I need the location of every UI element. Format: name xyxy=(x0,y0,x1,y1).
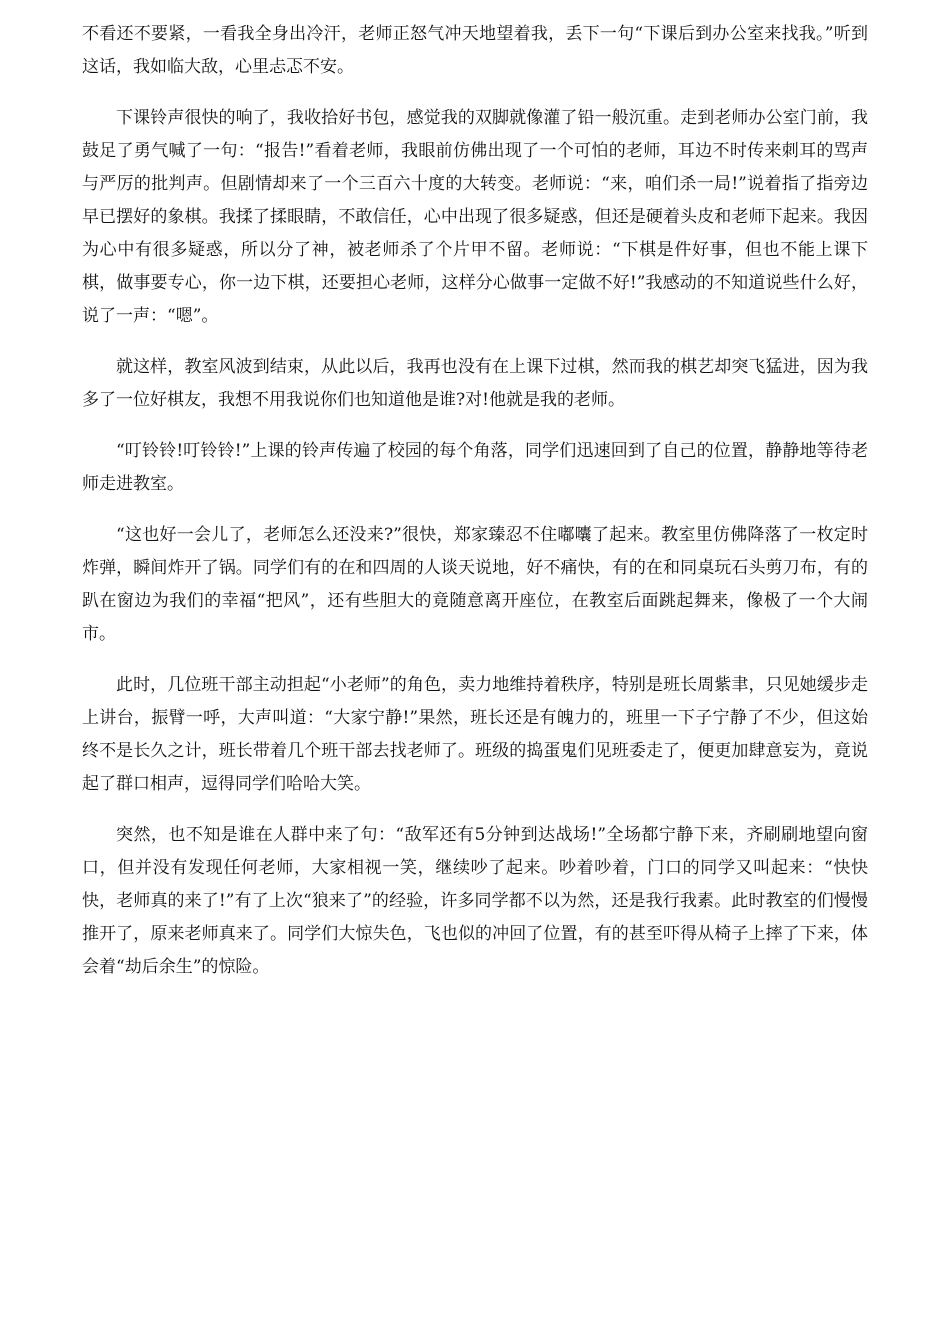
paragraph-4: “叮铃铃!叮铃铃!”上课的铃声传遍了校园的每个角落，同学们迅速回到了自己的位置，静静地等待老师走进教室。 xyxy=(82,441,868,494)
document-page xyxy=(82,18,868,1002)
paragraph-7: 突然，也不知是谁在人群中来了句：“敌军还有5分钟到达战场!”全场都宁静下来，齐刷刷地望向窗口，但并没有发现任何老师，大家相视一笑，继续吵了起来。吵着吵着，门口的同学又叫起来：“快快快，老师真的来了!”有了上次“狼来了”的经验，许多同学都不以为然，还是我行我素。此时教室的们慢慢推开了，原来老师真来了。同学们大惊失色，飞也似的冲回了位置，有的甚至吓得从椅子上摔了下来，体会着“劫后余生”的惊险。 xyxy=(82,825,868,977)
paragraph-6: 此时，几位班干部主动担起“小老师”的角色，卖力地维持着秩序，特别是班长周紫聿，只见她缓步走上讲台，振臂一呼，大声叫道：“大家宁静!”果然，班长还是有魄力的，班里一下子宁静了不少，但这始终不是长久之计，班长带着几个班干部去找老师了。班级的捣蛋鬼们见班委走了，便更加肆意妄为，竟说起了群口相声，逗得同学们哈哈大笑。 xyxy=(82,675,868,794)
paragraph-1: 不看还不要紧，一看我全身出冷汗，老师正怒气冲天地望着我，丢下一句“下课后到办公室来找我。”听到这话，我如临大敌，心里忐忑不安。 xyxy=(82,24,868,77)
paragraph-5: “这也好一会儿了，老师怎么还没来?”很快，郑家臻忍不住嘟囔了起来。教室里仿佛降落了一枚定时炸弹，瞬间炸开了锅。同学们有的在和四周的人谈天说地，好不痛快，有的在和同桌玩石头剪刀布，有的趴在窗边为我们的幸福“把风”，还有些胆大的竟随意离开座位，在教室后面跳起舞来，像极了一个大闹市。 xyxy=(82,525,868,644)
paragraph-2: 下课铃声很快的响了，我收拾好书包，感觉我的双脚就像灌了铅一般沉重。走到老师办公室门前，我鼓足了勇气喊了一句：“报告!”看着老师，我眼前仿佛出现了一个可怕的老师，耳边不时传来刺耳的骂声与严厉的批判声。但剧情却来了一个三百六十度的大转变。老师说：“来，咱们杀一局!”说着指了指旁边早已摆好的象棋。我揉了揉眼睛，不敢信任，心中出现了很多疑惑，但还是硬着头皮和老师下起来。我因为心中有很多疑惑，所以分了神，被老师杀了个片甲不留。老师说：“下棋是件好事，但也不能上课下棋，做事要专心，你一边下棋，还要担心老师，这样分心做事一定做不好!”我感动的不知道说些什么好，说了一声：“嗯”。 xyxy=(82,108,868,326)
paragraph-3: 就这样，教室风波到结束，从此以后，我再也没有在上课下过棋，然而我的棋艺却突飞猛进，因为我多了一位好棋友，我想不用我说你们也知道他是谁?对!他就是我的老师。 xyxy=(82,357,868,410)
